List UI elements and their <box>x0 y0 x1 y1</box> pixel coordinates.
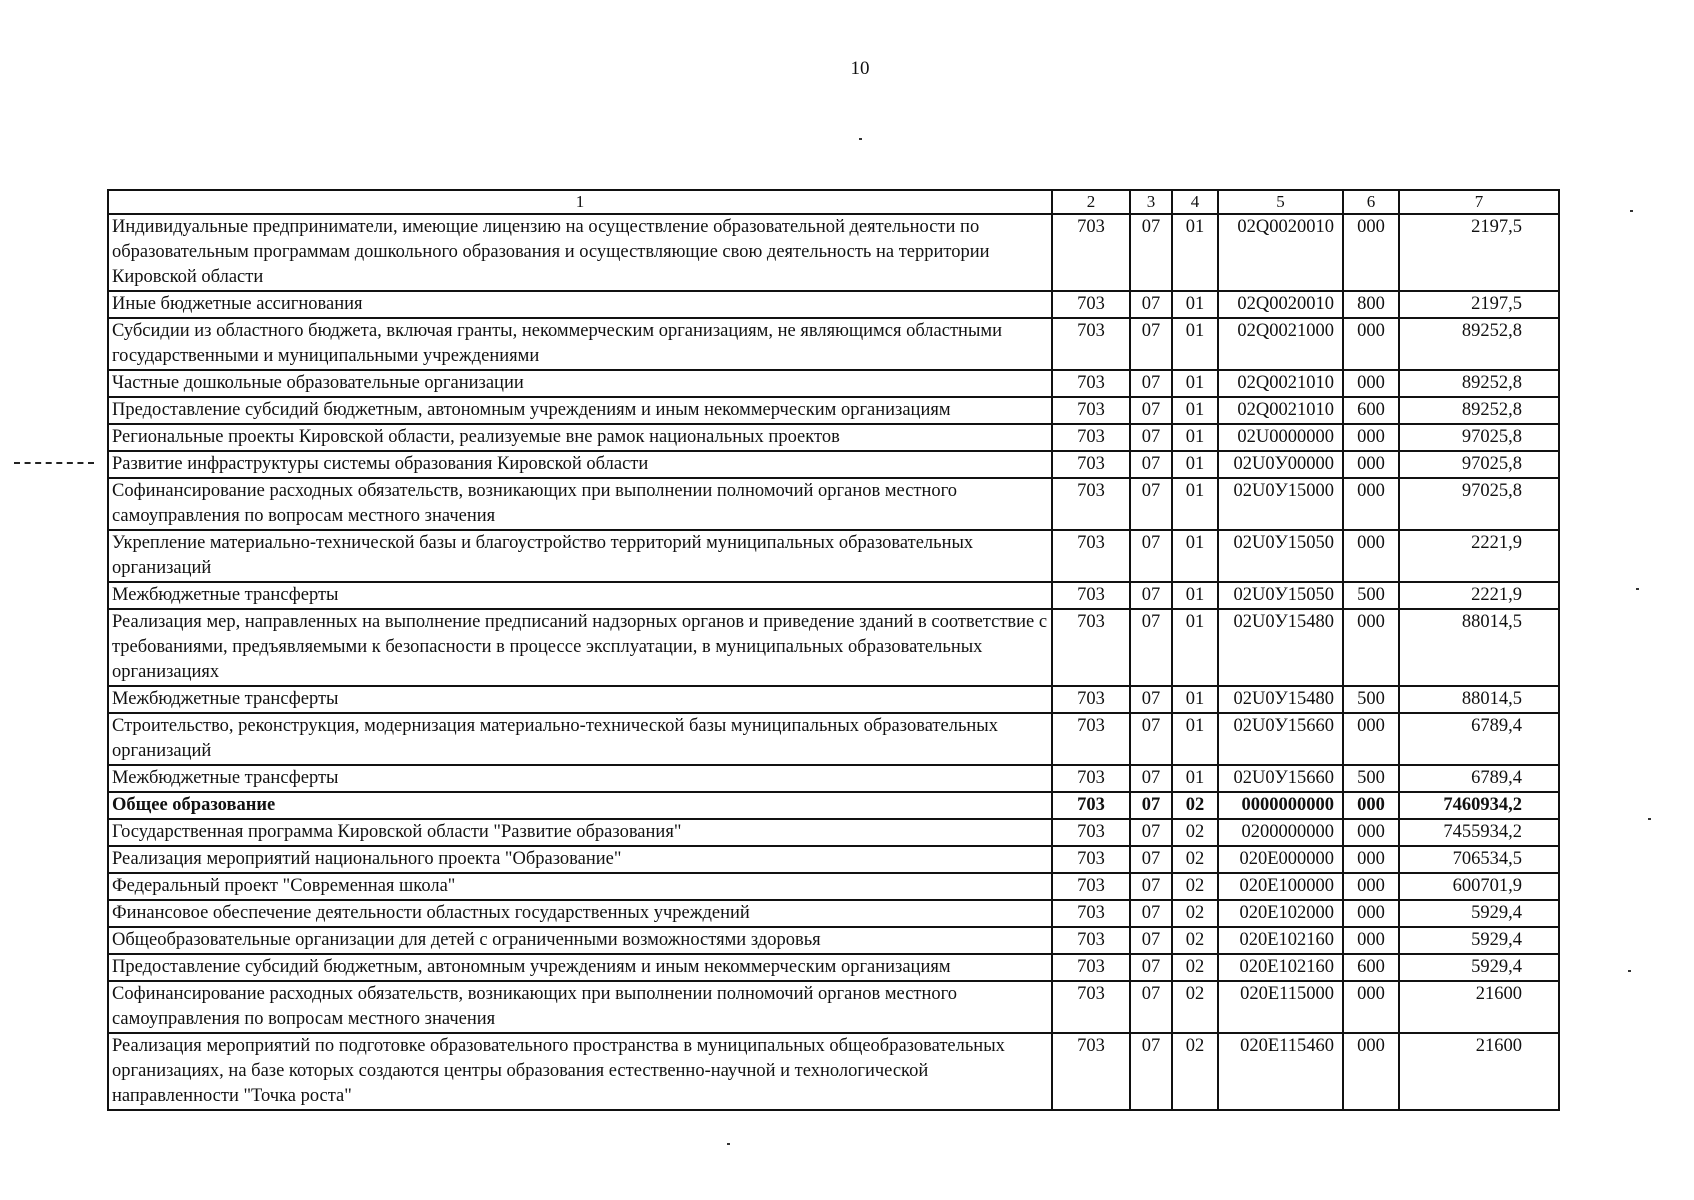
row-name-cell: Государственная программа Кировской области "Развитие образования" <box>108 819 1052 846</box>
row-name-cell: Межбюджетные трансферты <box>108 765 1052 792</box>
table-row <box>108 424 1559 451</box>
expense-type-cell: 600 <box>1343 954 1399 981</box>
amount-cell: 88014,5 <box>1399 609 1559 686</box>
admin-code-cell: 703 <box>1052 900 1130 927</box>
section-cell: 07 <box>1130 424 1172 451</box>
header-cell: 6 <box>1343 190 1399 214</box>
expense-type-cell: 500 <box>1343 582 1399 609</box>
row-name-cell: Финансовое обеспечение деятельности областных государственных учреждений <box>108 900 1052 927</box>
section-cell: 07 <box>1130 370 1172 397</box>
amount-cell: 97025,8 <box>1399 424 1559 451</box>
header-cell: 7 <box>1399 190 1559 214</box>
section-cell: 07 <box>1130 451 1172 478</box>
subsection-cell: 01 <box>1172 214 1218 291</box>
row-name-cell: Строительство, реконструкция, модернизация материально-технической базы муниципальных образовательных организаций <box>108 713 1052 765</box>
row-name-cell: Предоставление субсидий бюджетным, автономным учреждениям и иным некоммерческим организациям <box>108 397 1052 424</box>
table-row <box>108 792 1559 819</box>
table-row <box>108 765 1559 792</box>
table-row <box>108 713 1559 765</box>
section-cell: 07 <box>1130 900 1172 927</box>
amount-cell: 89252,8 <box>1399 370 1559 397</box>
amount-cell: 21600 <box>1399 981 1559 1033</box>
target-article-cell: 02U0У15660 <box>1218 765 1343 792</box>
section-cell: 07 <box>1130 582 1172 609</box>
row-name-cell: Общеобразовательные организации для детей с ограниченными возможностями здоровья <box>108 927 1052 954</box>
table-row <box>108 954 1559 981</box>
section-cell: 07 <box>1130 318 1172 370</box>
amount-cell: 7460934,2 <box>1399 792 1559 819</box>
admin-code-cell: 703 <box>1052 927 1130 954</box>
section-cell: 07 <box>1130 846 1172 873</box>
subsection-cell: 01 <box>1172 451 1218 478</box>
section-cell: 07 <box>1130 713 1172 765</box>
subsection-cell: 01 <box>1172 530 1218 582</box>
scan-speck <box>1628 970 1631 972</box>
subsection-cell: 01 <box>1172 582 1218 609</box>
amount-cell: 97025,8 <box>1399 451 1559 478</box>
expense-type-cell: 600 <box>1343 397 1399 424</box>
section-cell: 07 <box>1130 291 1172 318</box>
target-article-cell: 02U0У15050 <box>1218 582 1343 609</box>
admin-code-cell: 703 <box>1052 609 1130 686</box>
row-name-cell: Реализация мероприятий по подготовке образовательного пространства в муниципальных общеобразовательных организациях, на базе которых создаются центры образования естественно-научной и технологической направленности "Точка роста" <box>108 1033 1052 1110</box>
row-name-cell: Частные дошкольные образовательные организации <box>108 370 1052 397</box>
expense-type-cell: 000 <box>1343 370 1399 397</box>
subsection-cell: 02 <box>1172 900 1218 927</box>
admin-code-cell: 703 <box>1052 1033 1130 1110</box>
row-name-cell: Развитие инфраструктуры системы образования Кировской области <box>108 451 1052 478</box>
amount-cell: 7455934,2 <box>1399 819 1559 846</box>
margin-dash-mark <box>14 462 94 464</box>
target-article-cell: 020E102160 <box>1218 927 1343 954</box>
row-name-cell: Реализация мероприятий национального проекта "Образование" <box>108 846 1052 873</box>
table-row <box>108 397 1559 424</box>
table-header-row <box>108 190 1559 214</box>
admin-code-cell: 703 <box>1052 686 1130 713</box>
scan-speck <box>859 138 862 140</box>
table-row <box>108 582 1559 609</box>
subsection-cell: 01 <box>1172 609 1218 686</box>
admin-code-cell: 703 <box>1052 873 1130 900</box>
row-name-cell: Реализация мер, направленных на выполнение предписаний надзорных органов и приведение зданий в соответствие с требованиями, предъявляемыми к безопасности в процессе эксплуатации, в муниципальных образовательных организациях <box>108 609 1052 686</box>
amount-cell: 2197,5 <box>1399 291 1559 318</box>
table-row <box>108 478 1559 530</box>
expense-type-cell: 500 <box>1343 686 1399 713</box>
expense-type-cell: 000 <box>1343 873 1399 900</box>
target-article-cell: 02Q0021000 <box>1218 318 1343 370</box>
subsection-cell: 01 <box>1172 765 1218 792</box>
admin-code-cell: 703 <box>1052 792 1130 819</box>
amount-cell: 2221,9 <box>1399 582 1559 609</box>
target-article-cell: 02U0У15480 <box>1218 609 1343 686</box>
expense-type-cell: 000 <box>1343 214 1399 291</box>
expense-type-cell: 000 <box>1343 318 1399 370</box>
target-article-cell: 02Q0021010 <box>1218 370 1343 397</box>
section-cell: 07 <box>1130 530 1172 582</box>
subsection-cell: 01 <box>1172 291 1218 318</box>
expense-type-cell: 000 <box>1343 609 1399 686</box>
target-article-cell: 02U0У15000 <box>1218 478 1343 530</box>
expense-type-cell: 000 <box>1343 424 1399 451</box>
target-article-cell: 020E000000 <box>1218 846 1343 873</box>
row-name-cell: Софинансирование расходных обязательств, возникающих при выполнении полномочий органов местного самоуправления по вопросам местного значения <box>108 478 1052 530</box>
target-article-cell: 020E100000 <box>1218 873 1343 900</box>
section-cell: 07 <box>1130 765 1172 792</box>
scan-speck <box>1630 210 1633 212</box>
section-cell: 07 <box>1130 819 1172 846</box>
row-name-cell: Укрепление материально-технической базы и благоустройство территорий муниципальных образовательных организаций <box>108 530 1052 582</box>
section-cell: 07 <box>1130 927 1172 954</box>
admin-code-cell: 703 <box>1052 981 1130 1033</box>
section-cell: 07 <box>1130 686 1172 713</box>
target-article-cell: 02Q0021010 <box>1218 397 1343 424</box>
row-name-cell: Федеральный проект "Современная школа" <box>108 873 1052 900</box>
subsection-cell: 01 <box>1172 686 1218 713</box>
admin-code-cell: 703 <box>1052 370 1130 397</box>
target-article-cell: 02U0У00000 <box>1218 451 1343 478</box>
table-row <box>108 318 1559 370</box>
admin-code-cell: 703 <box>1052 819 1130 846</box>
row-name-cell: Софинансирование расходных обязательств, возникающих при выполнении полномочий органов местного самоуправления по вопросам местного значения <box>108 981 1052 1033</box>
scan-speck <box>1648 818 1651 820</box>
admin-code-cell: 703 <box>1052 582 1130 609</box>
target-article-cell: 020E115460 <box>1218 1033 1343 1110</box>
table-body <box>108 214 1559 1110</box>
expense-type-cell: 000 <box>1343 451 1399 478</box>
section-cell: 07 <box>1130 609 1172 686</box>
admin-code-cell: 703 <box>1052 954 1130 981</box>
admin-code-cell: 703 <box>1052 214 1130 291</box>
target-article-cell: 02U0У15660 <box>1218 713 1343 765</box>
subsection-cell: 02 <box>1172 873 1218 900</box>
expense-type-cell: 000 <box>1343 713 1399 765</box>
section-cell: 07 <box>1130 478 1172 530</box>
row-name-cell: Субсидии из областного бюджета, включая гранты, некоммерческим организациям, не являющимся областными государственными и муниципальными учреждениями <box>108 318 1052 370</box>
amount-cell: 6789,4 <box>1399 713 1559 765</box>
page-number: 10 <box>850 58 870 79</box>
subsection-cell: 01 <box>1172 478 1218 530</box>
section-cell: 07 <box>1130 981 1172 1033</box>
table-row <box>108 900 1559 927</box>
scan-speck <box>1636 588 1639 590</box>
expense-type-cell: 000 <box>1343 900 1399 927</box>
amount-cell: 89252,8 <box>1399 397 1559 424</box>
admin-code-cell: 703 <box>1052 291 1130 318</box>
row-name-cell: Региональные проекты Кировской области, реализуемые вне рамок национальных проектов <box>108 424 1052 451</box>
table-row <box>108 686 1559 713</box>
subsection-cell: 02 <box>1172 846 1218 873</box>
row-name-cell: Предоставление субсидий бюджетным, автономным учреждениям и иным некоммерческим организациям <box>108 954 1052 981</box>
header-cell: 4 <box>1172 190 1218 214</box>
table-row <box>108 214 1559 291</box>
amount-cell: 706534,5 <box>1399 846 1559 873</box>
amount-cell: 6789,4 <box>1399 765 1559 792</box>
budget-table <box>107 189 1560 1111</box>
target-article-cell: 020E115000 <box>1218 981 1343 1033</box>
header-cell: 1 <box>108 190 1052 214</box>
subsection-cell: 02 <box>1172 981 1218 1033</box>
subsection-cell: 02 <box>1172 1033 1218 1110</box>
subsection-cell: 02 <box>1172 792 1218 819</box>
target-article-cell: 02U0У15050 <box>1218 530 1343 582</box>
expense-type-cell: 000 <box>1343 530 1399 582</box>
admin-code-cell: 703 <box>1052 451 1130 478</box>
admin-code-cell: 703 <box>1052 397 1130 424</box>
amount-cell: 5929,4 <box>1399 954 1559 981</box>
row-name-cell: Межбюджетные трансферты <box>108 686 1052 713</box>
table-row <box>108 1033 1559 1110</box>
amount-cell: 2221,9 <box>1399 530 1559 582</box>
table-row <box>108 609 1559 686</box>
target-article-cell: 02Q0020010 <box>1218 214 1343 291</box>
row-name-cell: Индивидуальные предприниматели, имеющие лицензию на осуществление образовательной деятельности по образовательным программам дошкольного образования и осуществляющие свою деятельность на территории Кировской области <box>108 214 1052 291</box>
amount-cell: 2197,5 <box>1399 214 1559 291</box>
admin-code-cell: 703 <box>1052 530 1130 582</box>
subsection-cell: 01 <box>1172 318 1218 370</box>
row-name-cell: Иные бюджетные ассигнования <box>108 291 1052 318</box>
row-name-cell: Межбюджетные трансферты <box>108 582 1052 609</box>
subsection-cell: 02 <box>1172 927 1218 954</box>
table-row <box>108 530 1559 582</box>
amount-cell: 5929,4 <box>1399 927 1559 954</box>
section-cell: 07 <box>1130 873 1172 900</box>
subsection-cell: 01 <box>1172 424 1218 451</box>
expense-type-cell: 000 <box>1343 478 1399 530</box>
row-name-cell: Общее образование <box>108 792 1052 819</box>
admin-code-cell: 703 <box>1052 765 1130 792</box>
admin-code-cell: 703 <box>1052 478 1130 530</box>
admin-code-cell: 703 <box>1052 713 1130 765</box>
admin-code-cell: 703 <box>1052 424 1130 451</box>
target-article-cell: 0200000000 <box>1218 819 1343 846</box>
table-row <box>108 819 1559 846</box>
table-row <box>108 981 1559 1033</box>
table-row <box>108 846 1559 873</box>
section-cell: 07 <box>1130 214 1172 291</box>
subsection-cell: 01 <box>1172 370 1218 397</box>
section-cell: 07 <box>1130 1033 1172 1110</box>
subsection-cell: 02 <box>1172 954 1218 981</box>
amount-cell: 21600 <box>1399 1033 1559 1110</box>
header-cell: 3 <box>1130 190 1172 214</box>
admin-code-cell: 703 <box>1052 318 1130 370</box>
admin-code-cell: 703 <box>1052 846 1130 873</box>
target-article-cell: 0000000000 <box>1218 792 1343 819</box>
target-article-cell: 02U0У15480 <box>1218 686 1343 713</box>
subsection-cell: 01 <box>1172 397 1218 424</box>
scan-speck <box>727 1143 730 1145</box>
target-article-cell: 020E102160 <box>1218 954 1343 981</box>
amount-cell: 88014,5 <box>1399 686 1559 713</box>
section-cell: 07 <box>1130 954 1172 981</box>
target-article-cell: 02U0000000 <box>1218 424 1343 451</box>
expense-type-cell: 000 <box>1343 1033 1399 1110</box>
expense-type-cell: 000 <box>1343 792 1399 819</box>
expense-type-cell: 000 <box>1343 981 1399 1033</box>
table-row <box>108 451 1559 478</box>
expense-type-cell: 000 <box>1343 846 1399 873</box>
section-cell: 07 <box>1130 397 1172 424</box>
amount-cell: 97025,8 <box>1399 478 1559 530</box>
target-article-cell: 020E102000 <box>1218 900 1343 927</box>
subsection-cell: 01 <box>1172 713 1218 765</box>
subsection-cell: 02 <box>1172 819 1218 846</box>
expense-type-cell: 000 <box>1343 819 1399 846</box>
table-row <box>108 873 1559 900</box>
header-cell: 2 <box>1052 190 1130 214</box>
table-row <box>108 291 1559 318</box>
target-article-cell: 02Q0020010 <box>1218 291 1343 318</box>
amount-cell: 89252,8 <box>1399 318 1559 370</box>
section-cell: 07 <box>1130 792 1172 819</box>
expense-type-cell: 500 <box>1343 765 1399 792</box>
expense-type-cell: 800 <box>1343 291 1399 318</box>
table-row <box>108 370 1559 397</box>
expense-type-cell: 000 <box>1343 927 1399 954</box>
table-row <box>108 927 1559 954</box>
header-cell: 5 <box>1218 190 1343 214</box>
amount-cell: 600701,9 <box>1399 873 1559 900</box>
amount-cell: 5929,4 <box>1399 900 1559 927</box>
